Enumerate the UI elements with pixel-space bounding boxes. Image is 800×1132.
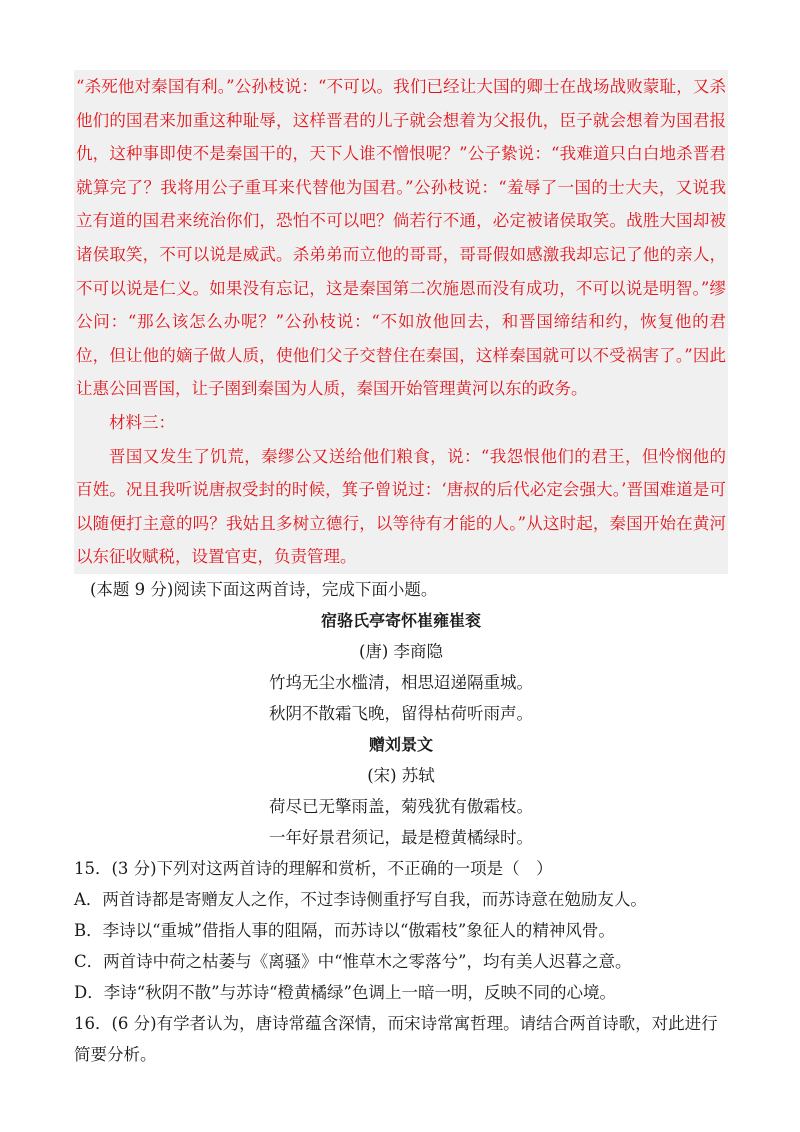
material-paragraph: 晋国又发生了饥荒，秦缪公又送给他们粮食，说：“我怨恨他们的君王，但怜悯他的百姓。况且我听说唐叔受封的时候，箕子曾说过：‘唐叔的后代必定会强大。’晋国难道是可以随便打主意的吗？我姑且多树立德行，以等待有才能的人。”从这时起，秦国开始在黄河以东征收赋税，设置官吏，负责管理。: [76, 446, 726, 567]
option-a[interactable]: A．两首诗都是寄赠友人之作，不过李诗侧重抒写自我，而苏诗意在勉励友人。: [74, 889, 647, 909]
page: [74, 70, 728, 1070]
poem-line: 一年好景君须记，最是橙黄橘绿时。: [269, 827, 533, 847]
option-d[interactable]: D．李诗“秋阴不散”与苏诗“橙黄橘绿”色调上一暗一明，反映不同的心境。: [74, 982, 616, 1002]
question-15: [74, 853, 728, 1008]
material-heading: 材料三：: [109, 412, 175, 432]
question-intro: [74, 574, 728, 605]
material-paragraph: “杀死他对秦国有利。”公孙枝说：“不可以。我们已经让大国的卿士在战场战败蒙耻，又杀他们的国君来加重这种耻辱，这样晋君的儿子就会想着为父报仇，臣子就会想着为国君报仇，这种事即使不是秦国干的，天下人谁不憎恨呢？”公子絷说：“我难道只白白地杀晋君就算完了？我将用公子重耳来代替他为国君。”公孙枝说：“羞辱了一国的士大夫，又说我立有道的国君来统治你们，恐怕不可以吧？倘若行不通，必定被诸侯取笑。战胜大国却被诸侯取笑，不可以说是威武。杀弟弟而立他的哥哥，哥哥假如感激我却忘记了他的亲人，不可以说是仁义。如果没有忘记，这是秦国第二次施恩而没有成功，不可以说是明智。”缪公问：“那么该怎么办呢？”公孙枝说：“不如放他回去，和晋国缔结和约，恢复他的君位，但让他的嫡子做人质，使他们父子交替住在秦国，这样秦国就可以不受祸害了。”因此让惠公回晋国，让子圉到秦国为人质，秦国开始管理黄河以东的政务。: [76, 77, 726, 399]
poem-line: 竹坞无尘水槛清，相思迢递隔重城。: [269, 672, 533, 692]
question-stem: 16．(6 分)有学者认为，唐诗常蕴含深情，而宋诗常寓哲理。请结合两首诗歌，对此进行简要分析。: [74, 1013, 718, 1064]
poem-author: (唐) 李商隐: [358, 641, 444, 661]
poem-title: 宿骆氏亭寄怀崔雍崔衮: [320, 610, 481, 630]
poem-1: [74, 605, 728, 729]
question-stem: 15．(3 分)下列对这两首诗的理解和赏析，不正确的一项是（ ）: [74, 858, 553, 878]
material-block: [74, 70, 728, 574]
option-c[interactable]: C．两首诗中荷之枯萎与《离骚》中“惟草木之零落兮”，均有美人迟暮之意。: [74, 951, 632, 971]
poem-author: (宋) 苏轼: [367, 765, 435, 785]
poem-line: 荷尽已无擎雨盖，菊残犹有傲霜枝。: [269, 796, 533, 816]
poem-line: 秋阴不散霜飞晚，留得枯荷听雨声。: [269, 703, 533, 723]
question-16: [74, 1008, 728, 1070]
poem-2: [74, 729, 728, 853]
poem-title: 赠刘景文: [368, 734, 433, 754]
intro-text: (本题 9 分)阅读下面这两首诗，完成下面小题。: [90, 579, 438, 599]
option-b[interactable]: B．李诗以“重城”借指人事的阻隔，而苏诗以“傲霜枝”象征人的精神风骨。: [74, 920, 615, 940]
